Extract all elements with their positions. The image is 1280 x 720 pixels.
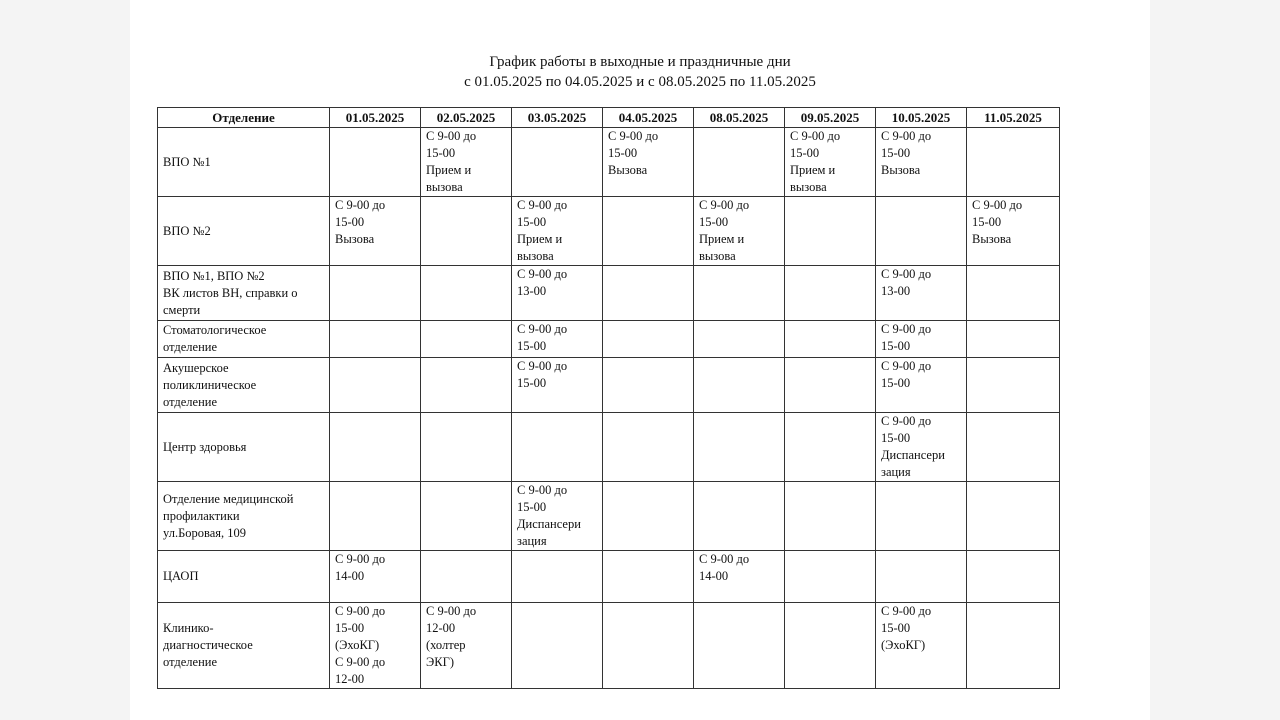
schedule-cell (694, 321, 785, 358)
schedule-cell: С 9-00 до 15-00 (876, 321, 967, 358)
header-row (158, 108, 1060, 128)
schedule-cell (421, 358, 512, 413)
table-row (158, 358, 1060, 413)
schedule-cell: С 9-00 до 15-00 Прием и вызова (785, 128, 876, 197)
schedule-cell (421, 482, 512, 551)
schedule-cell: С 9-00 до 14-00 (694, 551, 785, 603)
schedule-cell: С 9-00 до 15-00 (512, 321, 603, 358)
schedule-cell: С 9-00 до 15-00 Вызова (876, 128, 967, 197)
schedule-cell: С 9-00 до 15-00 (ЭхоКГ) (876, 603, 967, 689)
schedule-cell (421, 197, 512, 266)
schedule-cell (512, 413, 603, 482)
schedule-cell (330, 321, 421, 358)
schedule-cell (785, 197, 876, 266)
schedule-cell (967, 413, 1060, 482)
department-cell: Центр здоровья (158, 413, 330, 482)
schedule-cell: С 9-00 до 13-00 (512, 266, 603, 321)
department-cell: ВПО №1 (158, 128, 330, 197)
schedule-cell (694, 413, 785, 482)
header-date: 08.05.2025 (694, 108, 785, 128)
schedule-cell (330, 358, 421, 413)
schedule-cell (330, 266, 421, 321)
department-cell: ВПО №2 (158, 197, 330, 266)
table-row (158, 266, 1060, 321)
schedule-cell (603, 413, 694, 482)
schedule-cell: С 9-00 до 15-00 Вызова (967, 197, 1060, 266)
schedule-cell (603, 603, 694, 689)
schedule-cell (603, 358, 694, 413)
table-row (158, 197, 1060, 266)
header-date: 04.05.2025 (603, 108, 694, 128)
department-cell: Клинико- диагностическое отделение (158, 603, 330, 689)
schedule-cell (785, 321, 876, 358)
schedule-cell: С 9-00 до 15-00 Вызова (330, 197, 421, 266)
schedule-cell: С 9-00 до 15-00 (512, 358, 603, 413)
schedule-cell: С 9-00 до 13-00 (876, 266, 967, 321)
schedule-cell (603, 482, 694, 551)
title-line-2: с 01.05.2025 по 04.05.2025 и с 08.05.2025 по 11.05.2025 (464, 74, 816, 90)
schedule-cell (785, 603, 876, 689)
schedule-cell (603, 321, 694, 358)
header-date: 03.05.2025 (512, 108, 603, 128)
document-title (130, 52, 1150, 92)
department-cell: ЦАОП (158, 551, 330, 603)
schedule-cell (421, 551, 512, 603)
schedule-cell (330, 482, 421, 551)
schedule-cell (694, 603, 785, 689)
schedule-cell (876, 482, 967, 551)
department-cell: Стоматологическое отделение (158, 321, 330, 358)
header-date: 11.05.2025 (967, 108, 1060, 128)
document-page (130, 0, 1150, 720)
header-date: 01.05.2025 (330, 108, 421, 128)
schedule-cell (876, 551, 967, 603)
schedule-cell: С 9-00 до 15-00 Диспансери зация (876, 413, 967, 482)
schedule-cell: С 9-00 до 15-00 Вызова (603, 128, 694, 197)
schedule-cell: С 9-00 до 15-00 (876, 358, 967, 413)
header-date: 02.05.2025 (421, 108, 512, 128)
schedule-cell (967, 551, 1060, 603)
schedule-cell: С 9-00 до 15-00 (ЭхоКГ) С 9-00 до 12-00 (330, 603, 421, 689)
department-cell: ВПО №1, ВПО №2 ВК листов ВН, справки о смерти (158, 266, 330, 321)
table-row (158, 413, 1060, 482)
table-row (158, 551, 1060, 603)
schedule-cell (785, 413, 876, 482)
department-cell: Акушерское поликлиническое отделение (158, 358, 330, 413)
schedule-cell (876, 197, 967, 266)
schedule-cell (967, 358, 1060, 413)
schedule-table (157, 107, 1060, 689)
schedule-cell (330, 128, 421, 197)
schedule-cell (421, 266, 512, 321)
schedule-cell (967, 482, 1060, 551)
schedule-cell (967, 266, 1060, 321)
header-date: 10.05.2025 (876, 108, 967, 128)
schedule-cell (603, 197, 694, 266)
schedule-cell (785, 266, 876, 321)
schedule-cell: С 9-00 до 14-00 (330, 551, 421, 603)
header-date: 09.05.2025 (785, 108, 876, 128)
schedule-cell: С 9-00 до 15-00 Диспансери зация (512, 482, 603, 551)
schedule-cell (512, 128, 603, 197)
schedule-cell: С 9-00 до 15-00 Прием и вызова (421, 128, 512, 197)
schedule-cell: С 9-00 до 15-00 Прием и вызова (512, 197, 603, 266)
header-department: Отделение (158, 108, 330, 128)
schedule-cell (785, 551, 876, 603)
table-row (158, 482, 1060, 551)
title-line-1: График работы в выходные и праздничные дни (489, 54, 791, 70)
schedule-cell (967, 321, 1060, 358)
table-row (158, 128, 1060, 197)
table-row (158, 321, 1060, 358)
table-row (158, 603, 1060, 689)
schedule-cell (785, 482, 876, 551)
schedule-cell (694, 128, 785, 197)
schedule-cell (785, 358, 876, 413)
schedule-cell: С 9-00 до 15-00 Прием и вызова (694, 197, 785, 266)
schedule-cell (967, 128, 1060, 197)
schedule-cell: С 9-00 до 12-00 (холтер ЭКГ) (421, 603, 512, 689)
schedule-cell (603, 551, 694, 603)
schedule-cell (512, 551, 603, 603)
department-cell: Отделение медицинской профилактики ул.Боровая, 109 (158, 482, 330, 551)
schedule-cell (421, 413, 512, 482)
schedule-cell (603, 266, 694, 321)
schedule-cell (330, 413, 421, 482)
schedule-cell (694, 482, 785, 551)
schedule-cell (694, 266, 785, 321)
schedule-cell (967, 603, 1060, 689)
schedule-cell (512, 603, 603, 689)
schedule-cell (421, 321, 512, 358)
schedule-cell (694, 358, 785, 413)
